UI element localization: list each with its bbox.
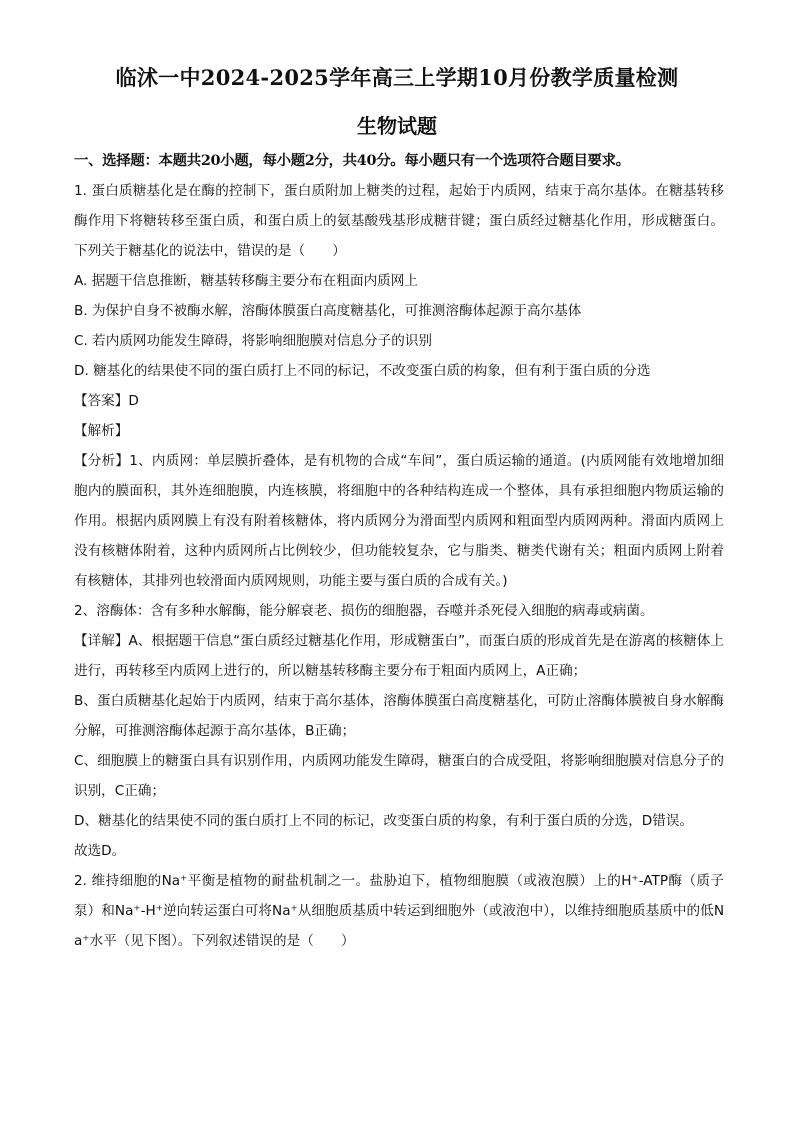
analysis-paragraph: 【详解】A、根据题干信息“蛋白质经过糖基化作用，形成糖蛋白”，而蛋白质的形成首先是在游离的核糖体上进行，再转移至内质网上进行的，所以糖基转移酶主要分布于粗面内质网上，A正确； xyxy=(74,633,724,679)
answer-value: D xyxy=(128,393,139,409)
exam-title: 临沭一中2024-2025学年高三上学期10月份教学质量检测 xyxy=(115,65,679,90)
exam-subtitle: 生物试题 xyxy=(357,114,437,138)
question-2-stem: 2. 维持细胞的Na⁺平衡是植物的耐盐机制之一。盐胁迫下，植物细胞膜（或液泡膜）上的H⁺-ATP酶（质子泵）和Na⁺-H⁺逆向转运蛋白可将Na⁺从细胞质基质中转运到细胞外（或液泡中），以维持细胞质基质中的低Na⁺水平（见下图）。下列叙述错误的是（ ） xyxy=(74,873,724,949)
analysis-paragraph: 【分析】1、内质网：单层膜折叠体，是有机物的合成“车间”，蛋白质运输的通道。(内质网能有效地增加细胞内的膜面积，其外连细胞膜，内连核膜，将细胞中的各种结构连成一个整体，具有承担细胞内物质运输的作用。根据内质网膜上有没有附着核糖体，将内质网分为滑面型内质网和粗面型内质网两种。滑面内质网上没有核糖体附着，这种内质网所占比例较少，但功能较复杂，它与脂类、糖类代谢有关；粗面内质网上附着有核糖体，其排列也较滑面内质网规则，功能主要与蛋白质的合成有关。) xyxy=(74,453,724,589)
analysis-paragraph: 2、溶酶体：含有多种水解酶，能分解衰老、损伤的细胞器，吞噬并杀死侵入细胞的病毒或病菌。 xyxy=(74,603,654,619)
answer-label: 【答案】 xyxy=(74,393,129,409)
question-1-option-a: A. 据题干信息推断，糖基转移酶主要分布在粗面内质网上 xyxy=(74,273,418,289)
analysis-paragraph: 故选D。 xyxy=(74,843,126,859)
question-1-option-b: B. 为保护自身不被酶水解，溶酶体膜蛋白高度糖基化，可推测溶酶体起源于高尔基体 xyxy=(74,303,582,319)
question-2 xyxy=(74,866,724,956)
exam-content xyxy=(74,146,724,956)
question-1-option-c: C. 若内质网功能发生障碍，将影响细胞膜对信息分子的识别 xyxy=(74,333,432,349)
question-1-stem: 1. 蛋白质糖基化是在酶的控制下，蛋白质附加上糖类的过程，起始于内质网，结束于高尔基体。在糖基转移酶作用下将糖转移至蛋白质，和蛋白质上的氨基酸残基形成糖苷键；蛋白质经过糖基化作用，形成糖蛋白。下列关于糖基化的说法中，错误的是（ ） xyxy=(74,183,724,259)
analysis-paragraph: B、蛋白质糖基化起始于内质网，结束于高尔基体，溶酶体膜蛋白高度糖基化，可防止溶酶体膜被自身水解酶分解，可推测溶酶体起源于高尔基体，B正确； xyxy=(74,693,724,739)
question-1-option-d: D. 糖基化的结果使不同的蛋白质打上不同的标记，不改变蛋白质的构象，但有利于蛋白质的分选 xyxy=(74,363,651,379)
analysis-label: 【解析】 xyxy=(74,423,129,439)
section-heading: 一、选择题：本题共20小题，每小题2分，共40分。每小题只有一个选项符合题目要求。 xyxy=(74,152,630,169)
answer-line xyxy=(74,386,724,416)
analysis-paragraph: D、糖基化的结果使不同的蛋白质打上不同的标记，改变蛋白质的构象，有利于蛋白质的分选，D错误。 xyxy=(74,813,694,829)
question-1 xyxy=(74,176,724,866)
analysis-paragraph: C、细胞膜上的糖蛋白具有识别作用，内质网功能发生障碍，糖蛋白的合成受阻，将影响细胞膜对信息分子的识别，C正确； xyxy=(74,753,724,799)
